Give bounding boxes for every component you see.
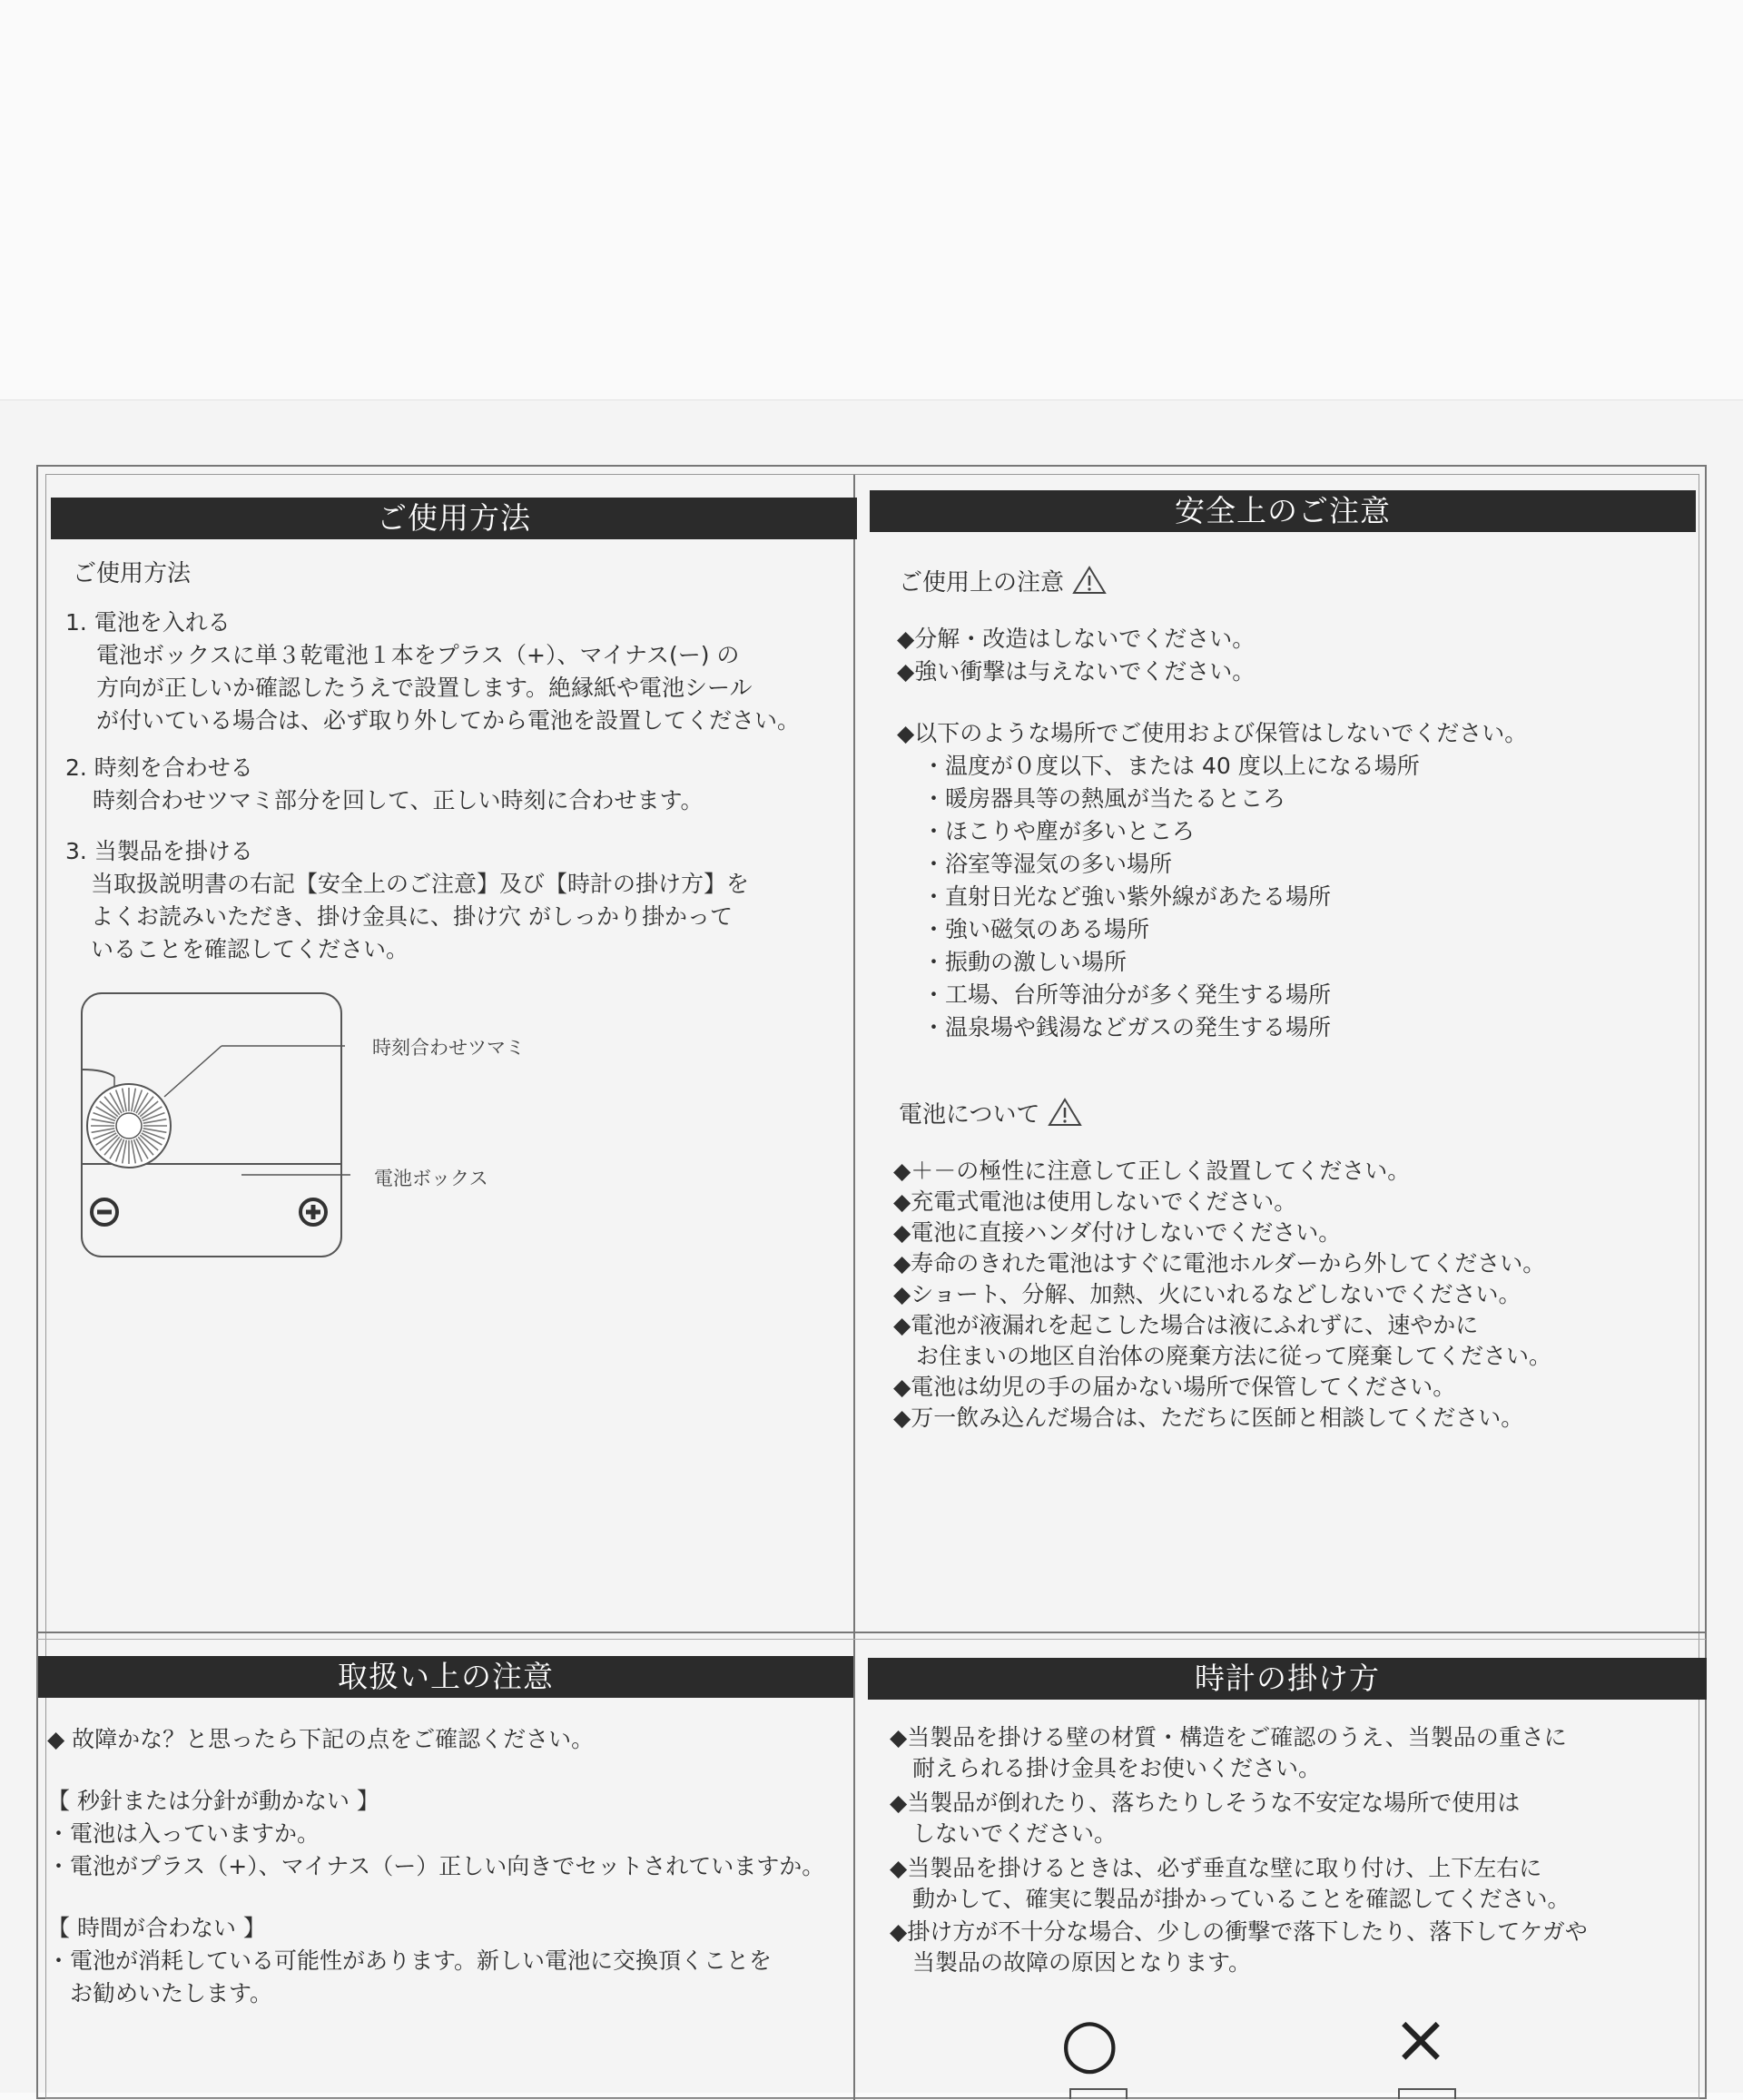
battery-item: ◆充電式電池は使用しないでください。 <box>893 1188 1297 1215</box>
place-item: ・温度が０度以下、または 40 度以上になる場所 <box>922 753 1420 779</box>
battery-item: ◆電池が液漏れを起こした場合は液にふれずに、速やかに <box>893 1312 1479 1338</box>
hanging-item: 当製品の故障の原因となります。 <box>890 1949 1252 1976</box>
case1-item: ・電池は入っていますか。 <box>47 1820 320 1847</box>
step-1-line-2: 方向が正しいか確認したうえで設置します。絶縁紙や電池シール <box>96 675 753 701</box>
place-item: ・浴室等湿気の多い場所 <box>922 851 1173 877</box>
minus-terminal-icon <box>89 1197 120 1227</box>
step-1-line-1: 電池ボックスに単３乾電池１本をプラス（+）、マイナス(ー) の <box>96 642 740 668</box>
hanging-heading: 時計の掛け方 <box>868 1658 1707 1700</box>
usage-panel <box>51 498 857 1623</box>
case2-item: お勧めいたします。 <box>47 1980 273 2006</box>
step-3-title: 3. 当製品を掛ける <box>65 838 253 864</box>
case1-title: 【 秒針または分針が動かない 】 <box>47 1788 379 1814</box>
place-item: ・直射日光など強い紫外線があたる場所 <box>922 883 1332 910</box>
plus-terminal-icon <box>298 1197 329 1227</box>
incorrect-example-box <box>1398 2088 1456 2099</box>
usage-heading: ご使用方法 <box>51 498 857 539</box>
step-2-title: 2. 時刻を合わせる <box>65 754 253 781</box>
battery-precautions-title-text: 電池について <box>899 1101 1040 1129</box>
place-item: ・強い磁気のある場所 <box>922 916 1150 942</box>
safety-panel <box>870 490 1696 1625</box>
battery-item: ◆電池に直接ハンダ付けしないでください。 <box>893 1219 1342 1246</box>
row-divider-inner <box>37 1639 1706 1640</box>
battery-item: ◆万一飲み込んだ場合は、ただちに医師と相談してください。 <box>893 1405 1524 1431</box>
warning-triangle-icon <box>1047 1097 1083 1128</box>
usage-subheading: ご使用方法 <box>73 560 192 587</box>
usage-item: ◆強い衝撃は与えないでください。 <box>897 658 1256 685</box>
battery-box-label: 電池ボックス <box>374 1168 488 1189</box>
battery-item: ◆ショート、分解、加熱、火にいれるなどしないでください。 <box>893 1281 1521 1307</box>
correct-example-box <box>1069 2088 1128 2099</box>
safety-heading: 安全上のご注意 <box>870 490 1696 532</box>
warning-triangle-icon <box>1071 565 1108 596</box>
hanging-item: ◆掛け方が不十分な場合、少しの衝撃で落下したり、落下してケガや <box>890 1918 1588 1945</box>
usage-precautions-title <box>899 565 1108 599</box>
usage-precautions-title-text: ご使用上の注意 <box>899 569 1065 596</box>
place-item: ・温泉場や銭湯などガスの発生する場所 <box>922 1014 1332 1040</box>
step-1-title: 1. 電池を入れる <box>65 609 231 636</box>
battery-item: ◆＋－の極性に注意して正しく設置してください。 <box>893 1158 1411 1184</box>
case1-item: ・電池がプラス（+）、マイナス（ー）正しい向きでセットされていますか。 <box>47 1853 825 1879</box>
handling-panel <box>38 1656 853 2092</box>
correct-mark: ○ <box>1060 2004 1119 2082</box>
hanging-item: しないでください。 <box>890 1820 1118 1847</box>
hanging-panel <box>868 1658 1707 2092</box>
battery-item: お住まいの地区自治体の廃棄方法に従って廃棄してください。 <box>893 1343 1552 1369</box>
case2-item: ・電池が消耗している可能性があります。新しい電池に交換頂くことを <box>47 1947 773 1974</box>
places-intro: ◆以下のような場所でご使用および保管はしないでください。 <box>897 720 1528 746</box>
row-divider <box>37 1632 1706 1633</box>
place-item: ・ほこりや塵が多いところ <box>922 818 1196 844</box>
usage-item: ◆分解・改造はしないでください。 <box>897 626 1256 652</box>
step-3-line-3: いることを確認してください。 <box>91 936 409 962</box>
step-1-line-3: が付いている場合は、必ず取り外してから電池を設置してください。 <box>96 707 801 734</box>
case2-title: 【 時間が合わない 】 <box>47 1915 266 1941</box>
hanging-item: ◆当製品を掛ける壁の材質・構造をご確認のうえ、当製品の重さに <box>890 1724 1567 1750</box>
hanging-item: ◆当製品を掛けるときは、必ず垂直な壁に取り付け、上下左右に <box>890 1855 1542 1881</box>
handling-intro: ◆ 故障かな？と思ったら下記の点をご確認ください。 <box>47 1726 595 1752</box>
battery-item: ◆寿命のきれた電池はすぐに電池ホルダーから外してください。 <box>893 1250 1546 1277</box>
step-3-line-1: 当取扱説明書の右記【安全上のご注意】及び【時計の掛け方】を <box>91 871 750 897</box>
step-2-line-1: 時刻合わせツマミ部分を回して、正しい時刻に合わせます。 <box>93 787 704 813</box>
place-item: ・工場、台所等油分が多く発生する場所 <box>922 981 1332 1008</box>
incorrect-mark: × <box>1393 2000 1450 2078</box>
hanging-item: 動かして、確実に製品が掛かっていることを確認してください。 <box>890 1886 1571 1912</box>
knob-label: 時刻合わせツマミ <box>372 1037 525 1059</box>
place-item: ・暖房器具等の熱風が当たるところ <box>922 785 1286 812</box>
hanging-item: ◆当製品が倒れたり、落ちたりしそうな不安定な場所で使用は <box>890 1789 1521 1816</box>
handling-heading: 取扱い上の注意 <box>38 1656 853 1698</box>
hanging-item: 耐えられる掛け金具をお使いください。 <box>890 1755 1322 1781</box>
step-3-line-2: よくお読みいただき、掛け金具に、掛け穴 がしっかり掛かって <box>91 903 733 930</box>
battery-precautions-title <box>899 1097 1083 1131</box>
time-adjust-knob-icon <box>82 1079 182 1178</box>
place-item: ・振動の激しい場所 <box>922 949 1128 975</box>
battery-item: ◆電池は幼児の手の届かない場所で保管してください。 <box>893 1374 1456 1400</box>
